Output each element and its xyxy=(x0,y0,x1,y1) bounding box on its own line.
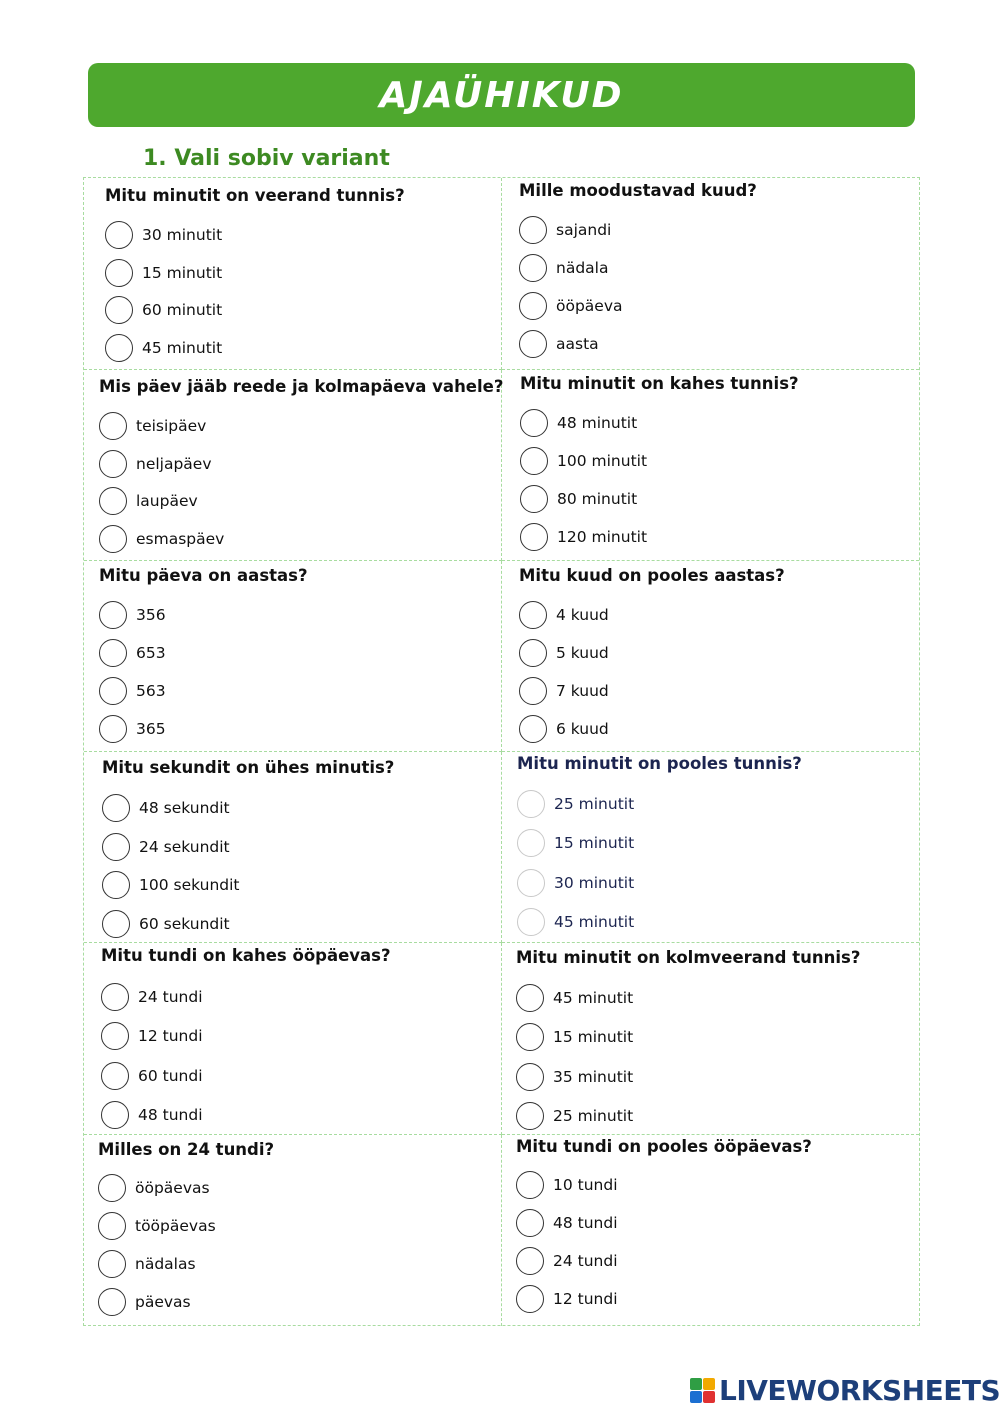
logo-text: LIVEWORKSHEETS xyxy=(719,1373,1000,1407)
answer-option-label: 24 tundi xyxy=(138,988,203,1006)
answer-option-label: 48 tundi xyxy=(553,1214,618,1232)
radio-button[interactable] xyxy=(516,1209,544,1237)
radio-button[interactable] xyxy=(99,639,127,667)
radio-button[interactable] xyxy=(520,485,548,513)
question-text: Mitu minutit on kahes tunnis? xyxy=(520,374,799,393)
answer-option[interactable] xyxy=(519,715,609,743)
question-cell xyxy=(84,1135,502,1326)
question-cell xyxy=(84,370,502,561)
radio-button[interactable] xyxy=(519,254,547,282)
question-text: Mitu minutit on pooles tunnis? xyxy=(517,754,802,773)
question-cell xyxy=(502,943,919,1135)
answer-option[interactable] xyxy=(519,330,599,358)
answer-option[interactable] xyxy=(99,412,206,440)
answer-option[interactable] xyxy=(99,715,166,743)
question-cell xyxy=(502,370,919,561)
answer-option-label: 60 sekundit xyxy=(139,914,230,933)
answer-option[interactable] xyxy=(99,487,198,515)
question-text: Mitu minutit on veerand tunnis? xyxy=(105,186,405,205)
radio-button[interactable] xyxy=(519,639,547,667)
radio-button[interactable] xyxy=(520,447,548,475)
radio-button[interactable] xyxy=(516,1023,544,1051)
question-cell xyxy=(84,943,502,1135)
answer-option-label: teisipäev xyxy=(136,417,207,435)
answer-option-label: 25 minutit xyxy=(554,795,635,813)
radio-button[interactable] xyxy=(102,833,130,861)
answer-option[interactable] xyxy=(517,829,634,857)
radio-button[interactable] xyxy=(516,1285,544,1313)
question-text: Mitu sekundit on ühes minutis? xyxy=(102,758,395,777)
radio-button[interactable] xyxy=(105,296,133,324)
radio-button[interactable] xyxy=(517,829,545,857)
radio-button[interactable] xyxy=(517,790,545,818)
radio-button[interactable] xyxy=(99,450,127,478)
answer-option[interactable] xyxy=(520,523,647,551)
radio-button[interactable] xyxy=(519,677,547,705)
question-text: Mitu minutit on kolmveerand tunnis? xyxy=(516,948,861,967)
question-cell xyxy=(502,1135,919,1326)
answer-option[interactable] xyxy=(102,871,240,899)
answer-option[interactable] xyxy=(98,1212,216,1240)
answer-option-label: aasta xyxy=(556,335,599,353)
page-title: AJAÜHIKUD xyxy=(379,74,624,116)
answer-option-label: 563 xyxy=(136,682,166,700)
answer-option[interactable] xyxy=(99,450,212,478)
question-cell xyxy=(502,561,919,752)
radio-button[interactable] xyxy=(516,984,544,1012)
answer-option[interactable] xyxy=(520,447,647,475)
radio-button[interactable] xyxy=(519,216,547,244)
answer-option-label: 25 minutit xyxy=(553,1106,634,1125)
question-text: Mis päev jääb reede ja kolmapäeva vahele? xyxy=(99,377,504,396)
radio-button[interactable] xyxy=(98,1212,126,1240)
answer-option[interactable] xyxy=(516,1171,618,1199)
answer-option[interactable] xyxy=(105,259,222,287)
answer-option-label: 48 sekundit xyxy=(139,799,230,817)
radio-button[interactable] xyxy=(99,677,127,705)
answer-option-label: 45 minutit xyxy=(142,338,223,357)
question-cell xyxy=(84,561,502,752)
answer-option[interactable] xyxy=(102,910,230,938)
answer-option-label: nädalas xyxy=(135,1255,196,1273)
answer-option[interactable] xyxy=(516,1247,618,1275)
radio-button[interactable] xyxy=(517,908,545,936)
radio-button[interactable] xyxy=(98,1250,126,1278)
liveworksheets-logo xyxy=(690,1373,1000,1407)
answer-option[interactable] xyxy=(519,677,609,705)
radio-button[interactable] xyxy=(102,871,130,899)
question-text: Milles on 24 tundi? xyxy=(98,1140,275,1159)
radio-button[interactable] xyxy=(105,221,133,249)
answer-option[interactable] xyxy=(516,1023,633,1051)
question-text: Mitu päeva on aastas? xyxy=(99,566,308,585)
answer-option-label: laupäev xyxy=(136,492,198,510)
answer-option-label: 365 xyxy=(136,720,166,738)
answer-option-label: 4 kuud xyxy=(556,606,609,624)
question-text: Mille moodustavad kuud? xyxy=(519,181,757,200)
title-banner xyxy=(88,63,915,127)
answer-option[interactable] xyxy=(516,1285,618,1313)
answer-option-label: 30 minutit xyxy=(554,873,635,892)
answer-option-label: nädala xyxy=(556,259,609,277)
answer-option[interactable] xyxy=(520,409,637,437)
radio-button[interactable] xyxy=(517,869,545,897)
answer-option-label: päevas xyxy=(135,1293,191,1311)
answer-option[interactable] xyxy=(516,1209,618,1237)
answer-option[interactable] xyxy=(516,1063,633,1091)
answer-option-label: ööpäevas xyxy=(135,1179,210,1197)
answer-option[interactable] xyxy=(516,1102,633,1130)
radio-button[interactable] xyxy=(99,525,127,553)
radio-button[interactable] xyxy=(105,259,133,287)
radio-button[interactable] xyxy=(101,1101,129,1129)
answer-option-label: 24 tundi xyxy=(553,1252,618,1270)
answer-option[interactable] xyxy=(102,794,230,822)
answer-option-label: 48 minutit xyxy=(557,414,638,432)
answer-option-label: 60 tundi xyxy=(138,1066,203,1085)
answer-option-label: 15 minutit xyxy=(553,1028,634,1047)
answer-option-label: 45 minutit xyxy=(553,989,634,1007)
radio-button[interactable] xyxy=(98,1288,126,1316)
radio-button[interactable] xyxy=(98,1174,126,1202)
radio-button[interactable] xyxy=(516,1171,544,1199)
answer-option-label: 100 sekundit xyxy=(139,876,240,894)
answer-option[interactable] xyxy=(98,1250,196,1278)
question-text: Mitu tundi on kahes ööpäevas? xyxy=(101,946,391,965)
question-text: Mitu tundi on pooles ööpäevas? xyxy=(516,1137,812,1156)
answer-option-label: 30 minutit xyxy=(142,226,223,244)
answer-option-label: tööpäevas xyxy=(135,1217,216,1235)
answer-option[interactable] xyxy=(520,485,637,513)
radio-button[interactable] xyxy=(516,1247,544,1275)
radio-button[interactable] xyxy=(516,1102,544,1130)
answer-option-label: 5 kuud xyxy=(556,644,609,662)
answer-option[interactable] xyxy=(101,983,203,1011)
radio-button[interactable] xyxy=(516,1063,544,1091)
answer-option[interactable] xyxy=(519,601,609,629)
radio-button[interactable] xyxy=(519,330,547,358)
answer-option[interactable] xyxy=(105,221,222,249)
answer-option-label: 12 tundi xyxy=(138,1027,203,1046)
answer-option[interactable] xyxy=(519,292,623,320)
answer-option-label: neljapäev xyxy=(136,454,212,473)
answer-option-label: 12 tundi xyxy=(553,1290,618,1308)
radio-button[interactable] xyxy=(99,601,127,629)
answer-option[interactable] xyxy=(517,908,634,936)
radio-button[interactable] xyxy=(99,487,127,515)
answer-option[interactable] xyxy=(517,869,634,897)
question-text: Mitu kuud on pooles aastas? xyxy=(519,566,785,585)
answer-option-label: 24 sekundit xyxy=(139,837,230,856)
answer-option-label: 120 minutit xyxy=(557,528,648,546)
answer-option[interactable] xyxy=(99,677,166,705)
radio-button[interactable] xyxy=(519,715,547,743)
radio-button[interactable] xyxy=(519,601,547,629)
answer-option[interactable] xyxy=(101,1062,203,1090)
radio-button[interactable] xyxy=(99,412,127,440)
answer-option[interactable] xyxy=(105,334,222,362)
answer-option-label: 10 tundi xyxy=(553,1176,618,1194)
answer-option-label: 356 xyxy=(136,606,166,624)
question-cell xyxy=(502,752,919,943)
answer-option-label: 7 kuud xyxy=(556,682,609,700)
answer-option[interactable] xyxy=(102,833,230,861)
logo-icon xyxy=(690,1378,715,1403)
answer-option-label: esmaspäev xyxy=(136,529,225,548)
answer-option-label: 15 minutit xyxy=(554,834,635,853)
answer-option-label: 60 minutit xyxy=(142,301,223,319)
answer-option-label: 15 minutit xyxy=(142,263,223,282)
answer-option[interactable] xyxy=(105,296,222,324)
answer-option[interactable] xyxy=(99,601,166,629)
answer-option[interactable] xyxy=(519,254,608,282)
answer-option[interactable] xyxy=(98,1174,210,1202)
answer-option-label: 48 tundi xyxy=(138,1105,203,1124)
answer-option-label: 653 xyxy=(136,644,166,662)
answer-option[interactable] xyxy=(101,1101,203,1129)
answer-option-label: 100 minutit xyxy=(557,452,648,470)
answer-option-label: sajandi xyxy=(556,221,612,239)
answer-option[interactable] xyxy=(517,790,634,818)
radio-button[interactable] xyxy=(101,1062,129,1090)
radio-button[interactable] xyxy=(105,334,133,362)
answer-option-label: 6 kuud xyxy=(556,720,609,738)
radio-button[interactable] xyxy=(101,1022,129,1050)
question-cell xyxy=(84,752,502,943)
radio-button[interactable] xyxy=(520,409,548,437)
answer-option-label: ööpäeva xyxy=(556,297,623,315)
answer-option[interactable] xyxy=(519,216,611,244)
radio-button[interactable] xyxy=(102,910,130,938)
answer-option[interactable] xyxy=(99,525,224,553)
section-title: 1. Vali sobiv variant xyxy=(143,146,390,171)
radio-button[interactable] xyxy=(102,794,130,822)
question-cell xyxy=(502,178,919,370)
quiz-grid xyxy=(83,177,920,1326)
radio-button[interactable] xyxy=(101,983,129,1011)
radio-button[interactable] xyxy=(520,523,548,551)
radio-button[interactable] xyxy=(99,715,127,743)
answer-option[interactable] xyxy=(99,639,166,667)
answer-option-label: 35 minutit xyxy=(553,1067,634,1086)
answer-option-label: 45 minutit xyxy=(554,912,635,931)
answer-option[interactable] xyxy=(98,1288,191,1316)
answer-option[interactable] xyxy=(519,639,609,667)
answer-option-label: 80 minutit xyxy=(557,490,638,508)
question-cell xyxy=(84,178,502,370)
answer-option[interactable] xyxy=(101,1022,203,1050)
answer-option[interactable] xyxy=(516,984,633,1012)
radio-button[interactable] xyxy=(519,292,547,320)
